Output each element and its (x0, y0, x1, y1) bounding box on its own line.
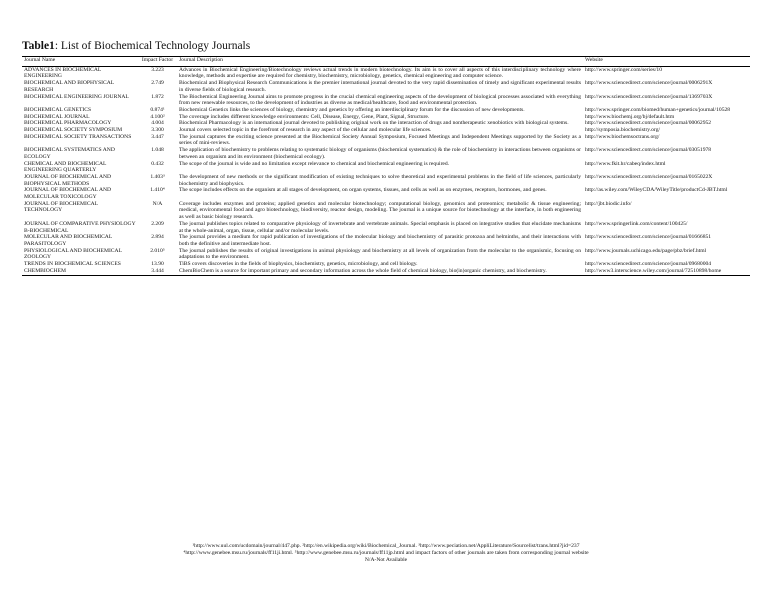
journal-name-cell: BIOCHEMICAL GENETICS (24, 106, 92, 113)
table-row (22, 94, 750, 107)
website-link[interactable]: http://www.sciencedirect.com/science/journal/0165022X (585, 173, 713, 180)
table-row (22, 268, 750, 275)
website-link[interactable]: http://www.biochemj.org/bj/default.htm (585, 113, 675, 120)
table-row (22, 248, 750, 261)
journal-description-cell: The scope of the journal is wide and no limitation except relevance to chemical and biochemical engineering is required. (179, 160, 450, 167)
impact-factor-cell: 2.749 (151, 80, 164, 87)
journal-name-cell: MOLECULAR AND BIOCHEMICAL PARASITOLOGY (24, 234, 113, 247)
table-row (22, 221, 750, 234)
table-caption (22, 40, 250, 52)
journal-description-cell: The journal provides a medium for rapid publication of investigations of the molecular biology and biochemistry of parasitic protozoa and helminths, and their interactions with both the definitive and intermediate host. (179, 234, 581, 247)
journal-description-cell: Journal covers selected topic in the forefront of research in any aspect of the cellular and molecular life sciences. (179, 127, 432, 134)
journal-description-cell: Biochemical Pharmacology is an international journal devoted to publishing original work on the interaction of drugs and nontherapeutic xenobiotics with biological systems. (179, 120, 569, 127)
journal-name-cell: BIOCHEMICAL JOURNAL (24, 113, 90, 120)
footnotes (22, 543, 750, 564)
website-link[interactable]: http://www3.interscience.wiley.com/journal/72510898/home (583, 268, 750, 275)
table-row (22, 147, 750, 160)
impact-factor-cell: 4.100² (150, 113, 165, 120)
table-row (22, 80, 750, 93)
impact-factor-cell: 0.874¹ (150, 106, 165, 113)
journal-name-cell: PHYSIOLOGICAL AND BIOCHEMICAL ZOOLOGY (24, 247, 122, 261)
journal-name-cell: BIOCHEMICAL SOCIETY SYMPOSIUM (24, 127, 123, 134)
journal-name-cell: BIOCHEMICAL SOCIETY TRANSACTIONS (24, 133, 132, 140)
website-link[interactable]: http://www.sciencedirect.com/science/journal/1369703X (585, 93, 713, 100)
table-row (22, 107, 750, 114)
journal-name-cell: BIOCHEMICAL SYSTEMATICS AND ECOLOGY (24, 147, 115, 160)
impact-factor-cell: 1.048 (151, 147, 164, 154)
journal-name-cell: BIOCHEMICAL PHARMACOLOGY (24, 120, 112, 127)
journal-name-cell: CHEMBIOCHEM (22, 268, 138, 275)
website-link[interactable]: http://www.sciencedirect.com/science/journal/03051978 (585, 147, 712, 154)
journal-description-cell: The application of biochemistry to problems relating to systematic biology of organisms (biochemical systematics) & the role of biochemistry in interactions between organisms or between an organism and its environment (biochemical ecology). (179, 147, 581, 160)
impact-factor-cell: 1.410⁴ (150, 187, 165, 194)
impact-factor-cell: 3.223 (151, 66, 164, 73)
website-link[interactable]: http://www.sciencedirect.com/science/journal/0006291X (585, 80, 713, 87)
table-row (22, 234, 750, 247)
table-row (22, 174, 750, 187)
impact-factor-cell: 3.300 (151, 127, 164, 134)
website-link[interactable]: http://www.fkit.hr/cabeq/index.html (585, 160, 666, 167)
header-impact-factor: Impact Factor (138, 57, 177, 67)
impact-factor-cell: 1.403³ (150, 173, 165, 180)
journal-description-cell: Biochemical and Biophysical Research Communications is the premier international journal devoted to the very rapid dissemination of timely and significant experimental results in diverse fields of biological research. (179, 80, 581, 93)
table-caption-label: Table1 (22, 40, 55, 52)
journals-table (22, 56, 750, 276)
impact-factor-cell: 1.872 (151, 93, 164, 100)
journal-name-cell: BIOCHEMICAL AND BIOPHYSICAL RESEARCH (24, 80, 115, 93)
journal-description-cell: Coverage includes enzymes and proteins; applied genetics and molecular biotechnology; computational biology, genomics and proteomics; metabolic & tissue engineering; medical, environmental food and agro biotechnology, biodiversity, reactor design, modeling. The journal is a unique source for biotechnology at the interface, in both engineering as well as basic biology research. (179, 200, 581, 221)
website-link[interactable]: http://www.springer.com/series/10 (585, 66, 663, 73)
website-link[interactable]: http://www.springer.com/biomed/human+genetics/journal/10528 (585, 106, 731, 113)
impact-factor-cell: 2.010⁵ (150, 247, 165, 254)
impact-factor-cell: 3.444 (138, 268, 177, 275)
table-body (22, 66, 750, 275)
website-link[interactable]: http://jbt.biodic.info/ (585, 200, 632, 207)
journal-description-cell: The Biochemical Engineering Journal aims to promote progress in the crucial chemical engineering aspects of the development of biological processes associated with everything from new renewable resources, to the development of industries as diverse as medical/healthcare, food and environmental protection. (179, 93, 581, 107)
journal-description-cell: The journal publishes the results of original investigations in animal physiology and biochemistry at all levels of organization from the molecular to the organismic, focusing on adaptations to the environment. (179, 247, 581, 261)
table-row (22, 261, 750, 268)
website-link[interactable]: http://www.sciencedirect.com/science/journal/01666851 (585, 234, 712, 241)
impact-factor-cell: 2.209 (151, 220, 164, 227)
impact-factor-cell: N/A (152, 200, 163, 207)
footnote-line-3: N/A-Not Available (364, 557, 408, 563)
journal-description-cell: Advances in Biochemical Engineering/Biotechnology reviews actual trends in modern biotechnology. Its aim is to cover all aspects of this interdisciplinary technology where knowledge, methods and expertise are required for chemistry, biochemistry, microbiology, genetics, chemical engineering and computer science. (179, 66, 581, 80)
website-link[interactable]: http://www.sciencedirect.com/science/journal/00062952 (585, 120, 712, 127)
journal-description-cell: The development of new methods or the significant modification of existing techniques to solve theoretical and experimental problems in the field of life sciences, particularly biochemistry and biophysics. (179, 173, 581, 187)
footnote-line-2: ⁴http://www.genebee.msu.ru/journals/ff11ji.html. ⁵http://www.genebee.msu.ru/journals/ff11jp.html and impact factors of other journals are taken from corresponding journal website (183, 550, 589, 556)
journal-description-cell: ChemBioChem is a source for important primary and secondary information across the whole field of chemical biology, bio(in)organic chemistry, and biochemistry. (177, 268, 583, 275)
impact-factor-cell: 0.432 (151, 160, 164, 167)
journal-description-cell: The coverage includes different knowledge environments: Cell, Disease, Energy, Gene, Plant, Signal, Structure. (179, 113, 430, 120)
journal-description-cell: TiBS covers discoveries in the fields of biophysics, biochemistry, genetics, microbiology, and cell biology. (179, 261, 418, 268)
website-link[interactable]: http://www.biochemsoctrans.org/ (585, 133, 660, 140)
journal-name-cell: TRENDS IN BIOCHEMICAL SCIENCES (24, 261, 121, 268)
header-journal-name: Journal Name (22, 57, 138, 67)
journal-name-cell: JOURNAL OF BIOCHEMICAL AND MOLECULAR TOXICOLOGY (24, 187, 112, 201)
table-row (22, 66, 750, 80)
journal-name-cell: ADVANCES IN BIOCHEMICAL ENGINEERING (24, 66, 102, 80)
journal-name-cell: CHEMICAL AND BIOCHEMICAL ENGINEERING QUARTERLY (24, 160, 107, 174)
journal-description-cell: The journal publishes topics related to comparative physiology of invertebrate and vertebrate animals. Special emphasis is placed on integrative studies that elucidate mechanisms at the whole-animal, organ, tissue, cellular and/or molecular levels. (179, 220, 581, 234)
website-link[interactable]: http://as.wiley.com/WileyCDA/WileyTitle/productCd-JBT.html (585, 187, 728, 194)
website-link[interactable]: http://www.springerlink.com/content/100425/ (585, 220, 688, 227)
impact-factor-cell: 3.447 (151, 133, 164, 140)
table-caption-text: : List of Biochemical Technology Journals (54, 40, 251, 52)
impact-factor-cell: 13.90 (151, 261, 164, 268)
journal-description-cell: The journal captures the exciting science presented at the Biochemical Society Annual Symposium, Focused Meetings and Independent Meetings supported by the Society as a series of mini-reviews. (179, 133, 581, 147)
footnote-line-1: ¹http://www.uul.com/ucdomain/journal/447.php. ²http://en.wikipedia.org/wiki/Biochemical_Journal. ³http://www.peciation.net/AppliLiterature/Sourcelist/trans.html?jid=237 (192, 543, 580, 549)
website-link[interactable]: http://www.sciencedirect.com/science/journal/09680004 (585, 261, 712, 268)
journal-name-cell: JOURNAL OF BIOCHEMICAL AND BIOPHYSICAL METHODS (24, 173, 112, 187)
journal-name-cell: BIOCHEMICAL ENGINEERING JOURNAL (24, 93, 129, 100)
table-header-row (22, 57, 750, 67)
table-row (22, 134, 750, 147)
journal-description-cell: Biochemical Genetics links the sciences of biology, chemistry and genetics by offering an interdisciplinary forum for the discussion of new developments. (179, 106, 525, 113)
header-website: Website (583, 57, 750, 67)
journal-description-cell: The scope includes effects on the organism at all stages of development, on organ systems, tissues, and cells as well as on enzymes, receptors, hormones, and genes. (179, 187, 547, 194)
journal-name-cell: JOURNAL OF COMPARATIVE PHYSIOLOGY B-BIOCHEMICAL (24, 220, 136, 234)
website-link[interactable]: http://symposia.biochemistry.org/ (585, 127, 661, 134)
table-row (22, 161, 750, 174)
header-journal-description: Journal Description (177, 57, 583, 67)
impact-factor-cell: 4.004 (151, 120, 164, 127)
impact-factor-cell: 2.894 (151, 234, 164, 241)
table-row (22, 201, 750, 221)
table-row (22, 187, 750, 200)
table-row (22, 127, 750, 134)
journal-name-cell: JOURNAL OF BIOCHEMICAL TECHNOLOGY (24, 200, 98, 214)
website-link[interactable]: http://www.journals.uchicago.edu/page/pbz/brief.html (585, 247, 707, 254)
